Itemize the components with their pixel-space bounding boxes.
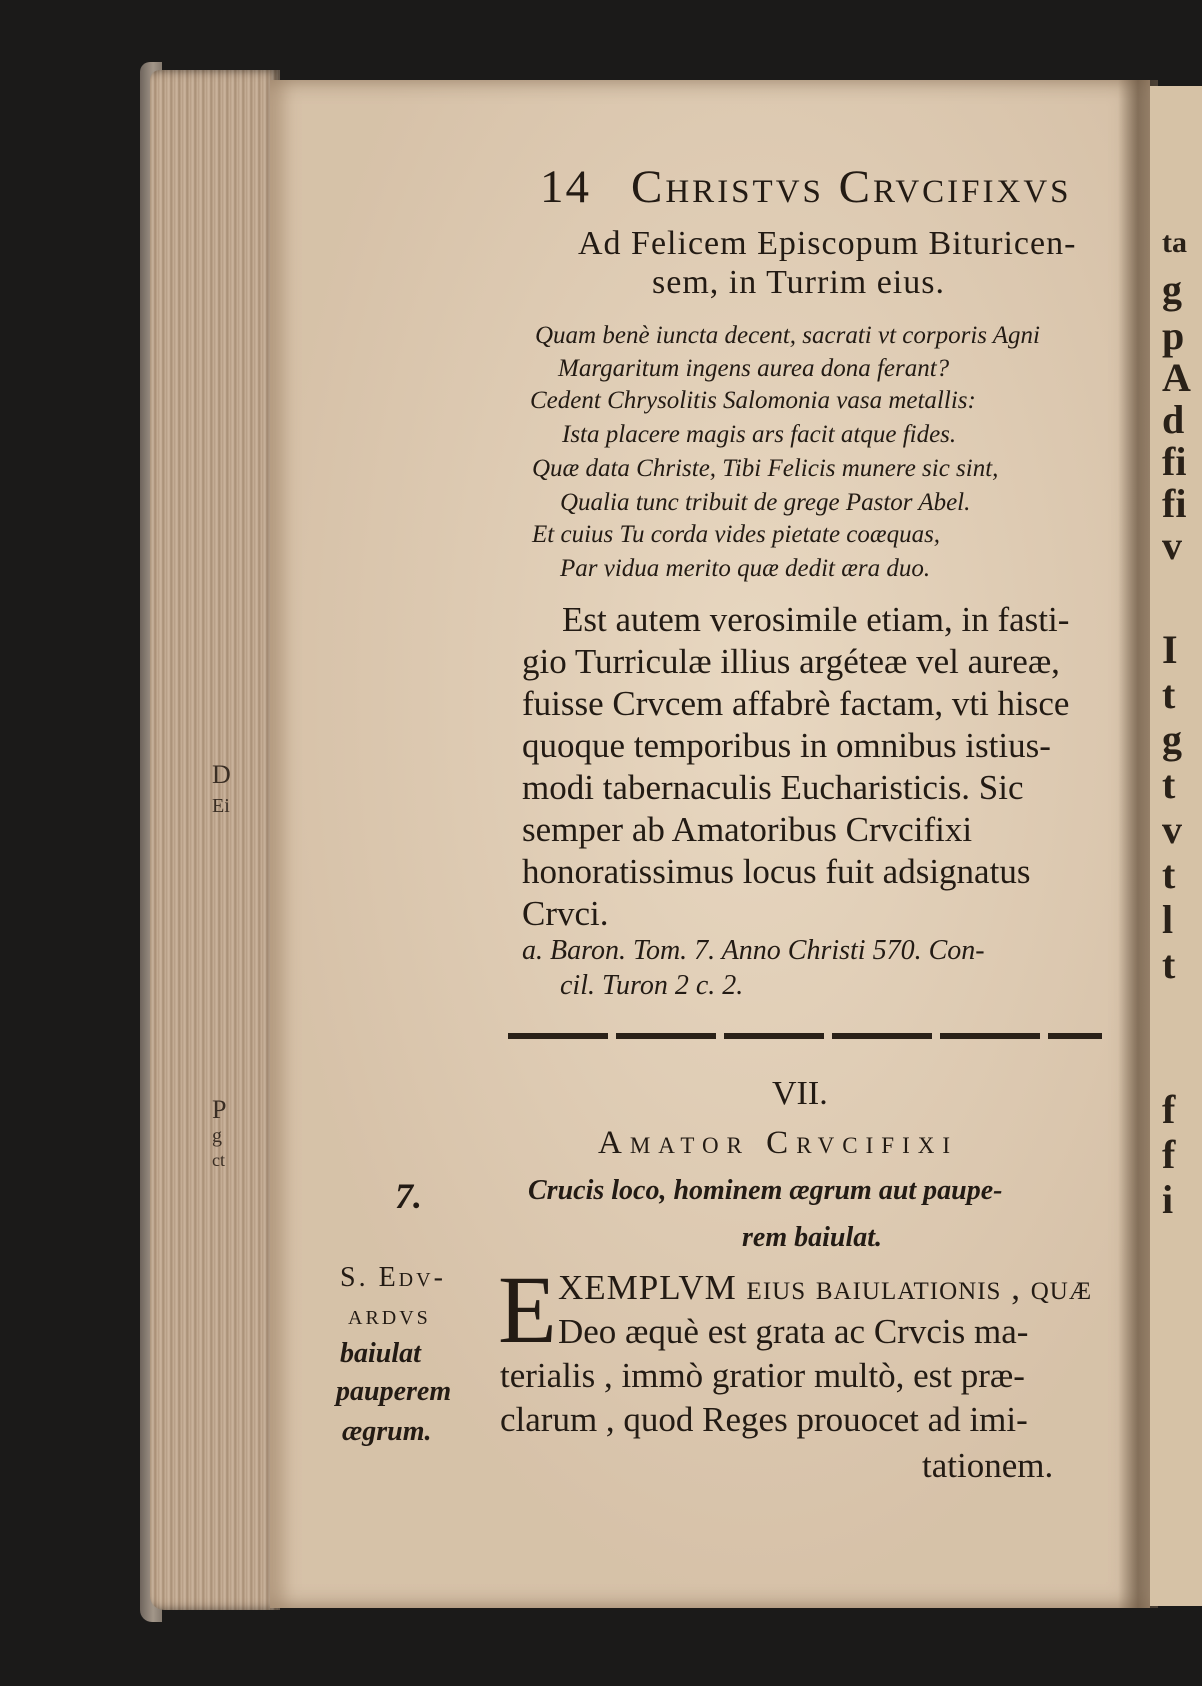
facing-fragment: fi	[1162, 481, 1187, 526]
margin-note-line: ardvs	[348, 1300, 431, 1331]
section-number: VII.	[772, 1075, 828, 1112]
margin-number: 7.	[395, 1176, 422, 1216]
paragraph-line: tationem.	[922, 1446, 1054, 1485]
verse-line: Quam benè iuncta decent, sacrati vt corporis Agni	[535, 322, 1041, 349]
body-line: gio Turriculæ illius argéteæ vel aureæ,	[522, 642, 1060, 681]
spine-fragment: g	[212, 1125, 222, 1147]
footnote-line: cil. Turon 2 c. 2.	[560, 970, 744, 1001]
facing-fragment: I	[1162, 627, 1178, 672]
body-line: Crvci.	[522, 894, 609, 933]
facing-fragment: v	[1162, 523, 1182, 568]
facing-fragment: i	[1162, 1177, 1174, 1222]
spine-fragment: P	[212, 1095, 227, 1124]
facing-fragment: A	[1162, 355, 1191, 400]
paragraph-line: XEMPLVM eius baiulationis , quæ	[558, 1268, 1093, 1307]
facing-fragment: t	[1162, 942, 1176, 987]
section-summary: Crucis loco, hominem ægrum aut paupe-	[528, 1175, 1003, 1206]
paragraph-line: Deo æquè est grata ac Crvcis ma-	[558, 1312, 1029, 1351]
body-line: honoratissimus locus fuit adsignatus	[522, 852, 1031, 891]
body-line: quoque temporibus in omnibus istius-	[522, 726, 1051, 765]
body-line: fuisse Crvcem affabrè factam, vti hisce	[522, 684, 1070, 723]
facing-fragment: t	[1162, 762, 1176, 807]
drop-cap: E	[498, 1256, 557, 1363]
facing-fragment: t	[1162, 672, 1176, 717]
facing-fragment: p	[1162, 313, 1185, 358]
paragraph-line: terialis , immò gratior multò, est præ-	[500, 1356, 1025, 1395]
running-title: Christvs Crvcifixvs	[631, 161, 1072, 213]
section-title: Amator Crvcifixi	[598, 1125, 959, 1161]
page-edges	[150, 70, 280, 1610]
paragraph-line: clarum , quod Reges prouocet ad imi-	[500, 1400, 1028, 1439]
running-header	[540, 160, 1072, 214]
verse-line: Qualia tunc tribuit de grege Pastor Abel.	[560, 489, 971, 516]
page-number: 14	[540, 161, 591, 213]
spine-fragment: D	[212, 760, 231, 789]
facing-fragment: d	[1162, 397, 1185, 442]
verse-line: Quæ data Christe, Tibi Felicis munere sic sint,	[532, 455, 999, 482]
spine-fragment: Ei	[212, 795, 230, 817]
facing-fragment: g	[1162, 717, 1182, 762]
verse-line: Et cuius Tu corda vides pietate coæquas,	[532, 521, 941, 548]
dedication-line: sem, in Turrim eius.	[652, 264, 945, 301]
facing-fragment: v	[1162, 807, 1182, 852]
verse-line: Cedent Chrysolitis Salomonia vasa metallis:	[530, 387, 976, 414]
section-divider	[508, 1033, 1102, 1039]
verse-line: Par vidua merito quæ dedit æra duo.	[560, 555, 931, 582]
margin-note-line: baiulat	[340, 1338, 421, 1369]
verse-line: Margaritum ingens aurea dona ferant?	[558, 355, 950, 382]
facing-fragment: t	[1162, 852, 1176, 897]
footnote-line: a. Baron. Tom. 7. Anno Christi 570. Con-	[522, 935, 985, 966]
facing-page-strip	[1150, 86, 1202, 1606]
body-line: Est autem verosimile etiam, in fasti-	[562, 600, 1070, 639]
margin-note-line: ægrum.	[342, 1416, 432, 1447]
margin-note-line: S. Edv-	[340, 1262, 446, 1293]
margin-note-line: pauperem	[336, 1376, 452, 1407]
facing-fragment: f	[1162, 1132, 1176, 1177]
verse-line: Ista placere magis ars facit atque fides.	[562, 421, 957, 448]
facing-fragment: ta	[1162, 226, 1187, 259]
facing-fragment: fi	[1162, 439, 1187, 484]
dedication-line: Ad Felicem Episcopum Bituricen-	[578, 225, 1077, 262]
facing-fragment: f	[1162, 1087, 1176, 1132]
spine-fragment: ct	[212, 1150, 225, 1170]
section-summary: rem baiulat.	[742, 1222, 883, 1253]
facing-fragment: l	[1162, 897, 1174, 942]
body-line: modi tabernaculis Eucharisticis. Sic	[522, 768, 1024, 807]
facing-fragment: g	[1162, 267, 1182, 312]
body-line: semper ab Amatoribus Crvcifixi	[522, 810, 973, 849]
